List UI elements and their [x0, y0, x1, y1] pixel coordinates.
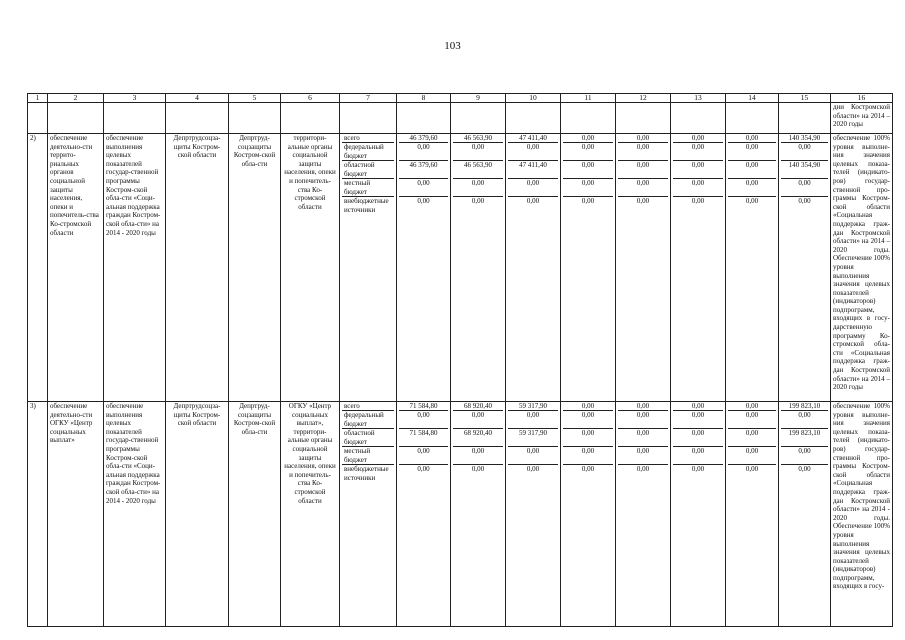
source-label: областной бюджет [342, 161, 394, 179]
value-cell: 0,00 [673, 447, 723, 465]
value-cell: 46 563,90 [453, 134, 503, 143]
value-cell: 0,00 [453, 411, 503, 429]
value-cell: 0,00 [728, 134, 776, 143]
source-label: федеральный бюджет [342, 411, 394, 429]
value-cell: 0,00 [798, 465, 811, 473]
value-cell: 0,00 [618, 429, 668, 447]
value-cell: 0,00 [471, 197, 485, 205]
value-cell: 199 823,10 [781, 402, 828, 411]
value-cell: 140 354,90 [781, 161, 828, 179]
value-cell: 0,00 [745, 465, 759, 473]
value-cell: 0,00 [563, 429, 613, 447]
value-cell: 0,00 [673, 143, 723, 161]
value-cell: 47 411,40 [508, 134, 558, 143]
col-header-13: 13 [671, 94, 726, 103]
value-cell: 0,00 [781, 179, 828, 197]
value-cell: 0,00 [781, 143, 828, 161]
result-cell: обеспечение 100% уровня выполне-ния значения целевых показа-телей (индикато-ров) государ-ственной про-граммы Костром-ской области «Социальная поддержка граж-дан Костромской области» на 2014 – 2020 годы. Обеспечение 100% уровня выполнения значения целевых показателей (индикаторов) подпрограмм, входящих в госу-дарственную программу Ко-стромской обла-сти «Социальная поддержка граж-дан Костромской области» на 2014 – 2020 годы [831, 134, 893, 402]
value-cell: 0,00 [673, 161, 723, 179]
source-label: всего [342, 402, 394, 411]
value-cell: 0,00 [563, 402, 613, 411]
value-cell: 0,00 [618, 161, 668, 179]
value-cell: 0,00 [673, 411, 723, 429]
value-cell: 0,00 [399, 447, 448, 465]
value-cell: 0,00 [745, 197, 759, 205]
value-cell: 0,00 [563, 179, 613, 197]
value-cell: 68 920,40 [453, 429, 503, 447]
value-cell: 0,00 [453, 447, 503, 465]
value-cell: 0,00 [563, 411, 613, 429]
value-cell: 0,00 [399, 179, 448, 197]
value-cell: 0,00 [636, 465, 650, 473]
source-label: областной бюджет [342, 429, 394, 447]
value-cell: 0,00 [618, 143, 668, 161]
goal-cell: обеспечение выполнения целевых показателей государ-ственной программы Костром-ской обла-сти «Соци-альная поддержка граждан Костром-ской обла-сти» на 2014 - 2020 годы [104, 402, 166, 627]
result-cell: обеспечение 100% уровня выполне-ния значения целевых показа-телей (индикато-ров) государ-ственной про-граммы Костром-ской области «Социальная поддержка граж-дан Костромской области» на 2014 - 2020 годы. Обеспечение 100% уровня выполнения значения целевых показателей (индикаторов) подпрограмм, входящих в госу- [831, 402, 893, 627]
value-cell: 0,00 [728, 402, 776, 411]
value-cell: 0,00 [563, 161, 613, 179]
coordinator-cell: Депртрудсоцза-щиты Костром-ской области [166, 134, 229, 402]
value-cell: 0,00 [691, 197, 705, 205]
col-header-10: 10 [506, 94, 561, 103]
value-cell: 0,00 [618, 179, 668, 197]
value-cell: 46 563,90 [453, 161, 503, 179]
row-number: 2) [28, 134, 48, 402]
value-cell: 46 379,60 [399, 134, 448, 143]
value-cell: 71 584,80 [399, 402, 448, 411]
value-cell: 0,00 [618, 134, 668, 143]
source-label: всего [342, 134, 394, 143]
value-cell: 0,00 [728, 429, 776, 447]
value-cell: 0,00 [673, 179, 723, 197]
value-cell: 0,00 [636, 197, 650, 205]
source-label: внебюджетные источники [344, 465, 389, 482]
page-number: 103 [444, 40, 461, 52]
value-cell: 0,00 [581, 197, 595, 205]
value-cell: 0,00 [399, 143, 448, 161]
col-header-12: 12 [616, 94, 671, 103]
col-header-2: 2 [48, 94, 104, 103]
value-cell: 0,00 [508, 143, 558, 161]
source-label: местный бюджет [342, 447, 394, 465]
source-label: внебюджетные источники [344, 197, 389, 214]
executor-cell: ОГКУ «Центр социальных выплат», территори-альные органы социальной защиты населения, опеки и попечитель-ства Ко-стромской области [281, 402, 340, 627]
col-header-6: 6 [281, 94, 340, 103]
col-header-16: 16 [831, 94, 893, 103]
value-cell: 0,00 [563, 134, 613, 143]
value-cell: 0,00 [728, 143, 776, 161]
col-header-4: 4 [166, 94, 229, 103]
source-cell [340, 134, 397, 402]
value-cell: 0,00 [618, 411, 668, 429]
source-label: федеральный бюджет [342, 143, 394, 161]
value-cell: 0,00 [417, 197, 430, 205]
col-header-9: 9 [451, 94, 506, 103]
value-cell: 71 584,80 [399, 429, 448, 447]
value-cell: 0,00 [798, 197, 811, 205]
admin-cell: Депртруд-соцзащиты Костром-ской обла-сти [229, 134, 281, 402]
value-cell: 0,00 [508, 179, 558, 197]
col-header-5: 5 [229, 94, 281, 103]
column-number-row [28, 94, 893, 103]
task-cell: обеспечение деятельно-сти террито-риальных органов социальной защиты населения, опеки и попечитель-ства Ко-стромской области [48, 134, 104, 402]
value-cell: 199 823,10 [781, 429, 828, 447]
value-cell: 0,00 [781, 447, 828, 465]
value-cell: 0,00 [471, 465, 485, 473]
col-header-14: 14 [726, 94, 779, 103]
value-cell: 0,00 [453, 143, 503, 161]
value-cell: 0,00 [453, 179, 503, 197]
budget-table [27, 93, 893, 627]
value-cell: 0,00 [526, 465, 540, 473]
value-cell: 68 920,40 [453, 402, 503, 411]
col-header-3: 3 [104, 94, 166, 103]
source-cell [340, 402, 397, 627]
value-cell: 0,00 [526, 197, 540, 205]
task-cell: обеспечение деятельно-сти ОГКУ «Центр социальных выплат» [48, 402, 104, 627]
col-header-8: 8 [397, 94, 451, 103]
value-cell: 0,00 [399, 411, 448, 429]
value-cell: 0,00 [691, 465, 705, 473]
value-cell: 140 354,90 [781, 134, 828, 143]
source-label: местный бюджет [342, 179, 394, 197]
value-cell: 59 317,90 [508, 429, 558, 447]
col-header-1: 1 [28, 94, 48, 103]
value-cell: 0,00 [781, 411, 828, 429]
value-cell: 47 411,40 [508, 161, 558, 179]
admin-cell: Депртруд-соцзащиты Костром-ской обла-сти [229, 402, 281, 627]
value-cell: 0,00 [728, 411, 776, 429]
col-header-7: 7 [340, 94, 397, 103]
value-cell: 0,00 [618, 447, 668, 465]
value-cell: 0,00 [673, 429, 723, 447]
table-row [28, 402, 893, 627]
carryover-row [28, 103, 893, 134]
table-row [28, 134, 893, 402]
value-cell: 0,00 [563, 143, 613, 161]
value-cell: 0,00 [728, 179, 776, 197]
value-cell: 0,00 [417, 465, 430, 473]
col-header-15: 15 [779, 94, 831, 103]
value-cell: 0,00 [728, 161, 776, 179]
value-cell: 0,00 [673, 134, 723, 143]
col-header-11: 11 [561, 94, 616, 103]
value-cell: 59 317,90 [508, 402, 558, 411]
value-cell: 0,00 [508, 447, 558, 465]
value-cell: 46 379,60 [399, 161, 448, 179]
executor-cell: территори-альные органы социальной защиты населения, опеки и попечитель-ства Ко-стромской области [281, 134, 340, 402]
value-cell: 0,00 [581, 465, 595, 473]
value-cell: 0,00 [673, 402, 723, 411]
value-cell: 0,00 [508, 411, 558, 429]
coordinator-cell: Депртрудсоцза-щиты Костром-ской области [166, 402, 229, 627]
row-number: 3) [28, 402, 48, 627]
value-cell: 0,00 [563, 447, 613, 465]
carryover-note: дии Костромской области» на 2014 – 2020 годы [831, 103, 893, 134]
goal-cell: обеспечение выполнения целевых показателей государ-ственной программы Костром-ской обла-сти «Соци-альная поддержка граждан Костром-ской обла-сти» на 2014 - 2020 годы [104, 134, 166, 402]
value-cell: 0,00 [618, 402, 668, 411]
value-cell: 0,00 [728, 447, 776, 465]
